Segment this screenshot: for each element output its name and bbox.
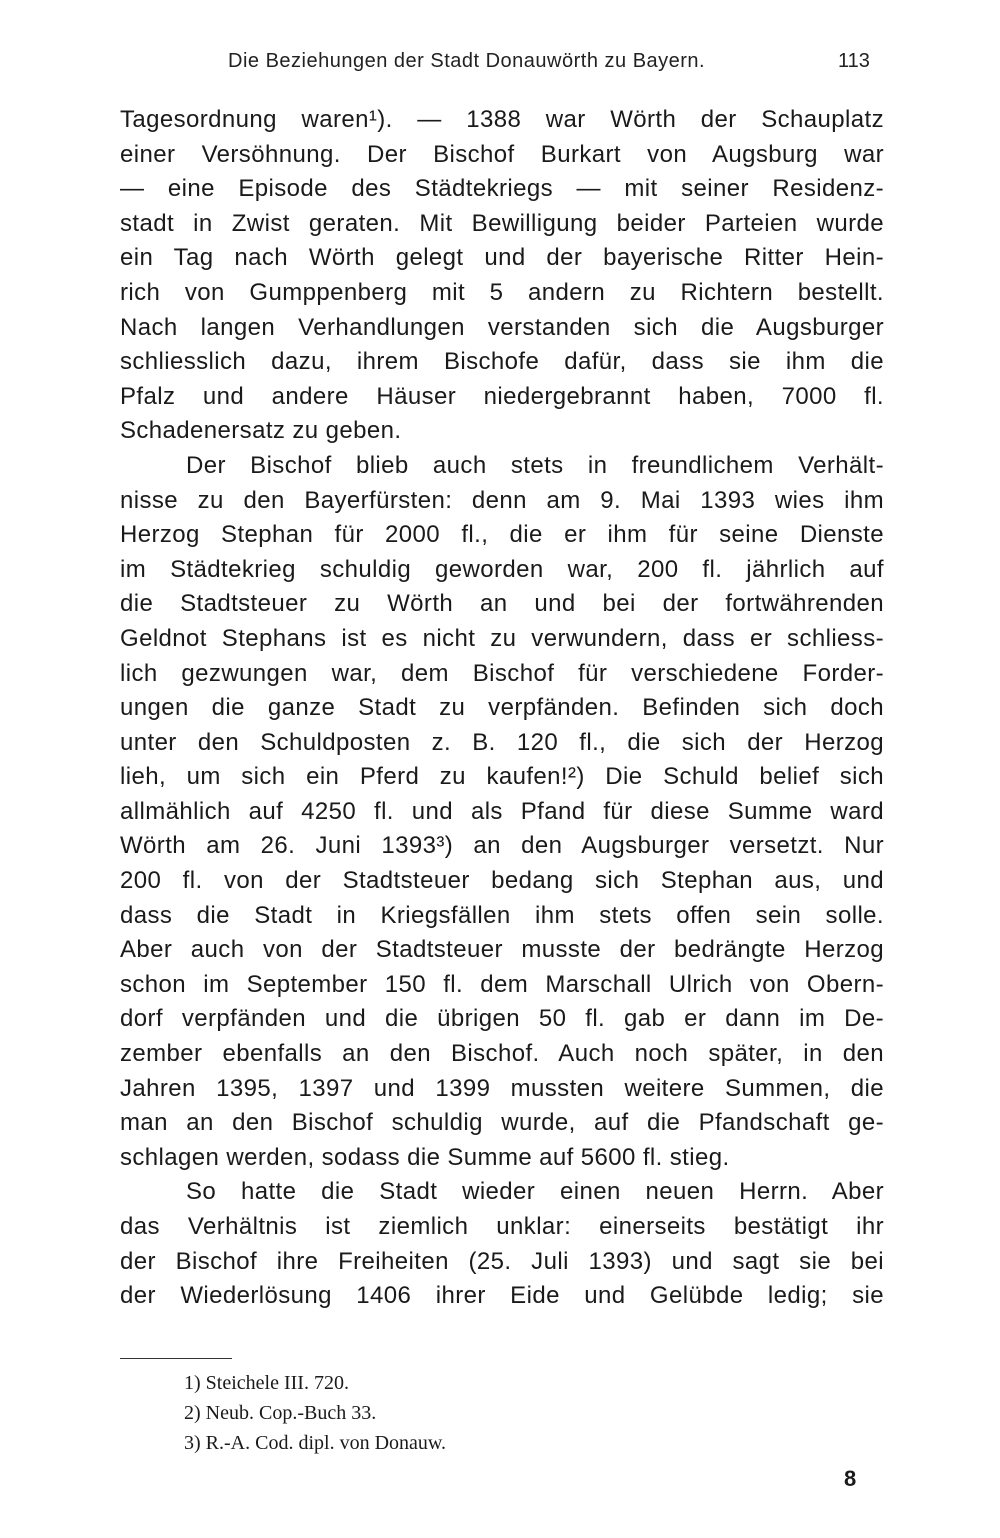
text-line: Der Bischof blieb auch stets in freundlichem Verhält- (186, 451, 884, 479)
text-line: Tagesordnung waren¹). — 1388 war Wörth der Schauplatz (120, 106, 884, 133)
text-line: lieh, um sich ein Pferd zu kaufen!²) Die Schuld belief sich (120, 763, 884, 791)
page-number: 113 (838, 50, 870, 72)
text-line: Geldnot Stephans ist es nicht zu verwundern, dass er schliess- (120, 624, 884, 652)
text-line: stadt in Zwist geraten. Mit Bewilligung beider Parteien wurde (120, 209, 884, 237)
text-line: dass die Stadt in Kriegsfällen ihm stets offen sein solle. (120, 901, 884, 929)
running-title: Die Beziehungen der Stadt Donauwörth zu Bayern. (228, 50, 706, 72)
text-line: der Wiederlösung 1406 ihrer Eide und Gelübde ledig; sie (120, 1282, 884, 1310)
footnotes (184, 1368, 684, 1458)
text-line: Aber auch von der Stadtsteuer musste der bedrängte Herzog (120, 936, 884, 964)
footnote-marker: 1) (184, 1372, 201, 1394)
footnote-marker: 2) (184, 1402, 201, 1424)
text-line: im Städtekrieg schuldig geworden war, 200 fl. jährlich auf (120, 555, 884, 583)
text-line: schliesslich dazu, ihrem Bischofe dafür, dass sie ihm die (120, 348, 884, 376)
footnote-text: Steichele III. 720. (205, 1372, 349, 1394)
footnote (184, 1398, 684, 1428)
text-line: Schadenersatz zu geben. (120, 417, 402, 445)
text-line: unter den Schuldposten z. B. 120 fl., die sich der Herzog (120, 728, 884, 756)
text-line: ungen die ganze Stadt zu verpfänden. Befinden sich doch (120, 694, 884, 722)
text-line: — eine Episode des Städtekriegs — mit seiner Residenz- (120, 175, 884, 203)
text-line: einer Versöhnung. Der Bischof Burkart von Augsburg war (120, 140, 884, 168)
text-line: Wörth am 26. Juni 1393³) an den Augsburger versetzt. Nur (120, 832, 884, 860)
text-line: 200 fl. von der Stadtsteuer bedang sich Stephan aus, und (120, 867, 884, 895)
body-text (120, 103, 884, 1314)
signature-mark: 8 (844, 1466, 857, 1491)
text-line: man an den Bischof schuldig wurde, auf die Pfandschaft ge- (120, 1109, 884, 1137)
text-line: Jahren 1395, 1397 und 1399 mussten weitere Summen, die (120, 1074, 884, 1102)
text-line: ein Tag nach Wörth gelegt und der bayerische Ritter Hein- (120, 244, 884, 272)
footnote (184, 1368, 684, 1398)
text-line: rich von Gumppenberg mit 5 andern zu Richtern bestellt. (120, 278, 884, 306)
footnote-divider (120, 1358, 232, 1359)
text-line: zember ebenfalls an den Bischof. Auch noch später, in den (120, 1040, 884, 1068)
text-line: das Verhältnis ist ziemlich unklar: einerseits bestätigt ihr (120, 1213, 884, 1240)
text-line: schlagen werden, sodass die Summe auf 5600 fl. stieg. (120, 1143, 730, 1171)
footnote-text: Neub. Cop.-Buch 33. (205, 1402, 377, 1424)
text-line: So hatte die Stadt wieder einen neuen Herrn. Aber (186, 1178, 884, 1206)
text-line: der Bischof ihre Freiheiten (25. Juli 1393) und sagt sie bei (120, 1247, 884, 1275)
footnote-marker: 3) (184, 1432, 201, 1454)
text-line: lich gezwungen war, dem Bischof für verschiedene Forder- (120, 659, 884, 687)
text-line: schon im September 150 fl. dem Marschall Ulrich von Obern- (120, 970, 884, 998)
text-line: dorf verpfänden und die übrigen 50 fl. gab er dann im De- (120, 1005, 884, 1033)
text-line: Herzog Stephan für 2000 fl., die er ihm für seine Dienste (120, 521, 884, 549)
text-line: Nach langen Verhandlungen verstanden sich die Augsburger (120, 313, 884, 341)
footnote-text: R.-A. Cod. dipl. von Donauw. (205, 1432, 447, 1454)
footnote (184, 1428, 684, 1458)
text-line: Pfalz und andere Häuser niedergebrannt haben, 7000 fl. (120, 382, 884, 410)
text-line: die Stadtsteuer zu Wörth an und bei der fortwährenden (120, 590, 884, 618)
text-line: allmählich auf 4250 fl. und als Pfand für diese Summe ward (120, 797, 884, 825)
text-line: nisse zu den Bayerfürsten: denn am 9. Mai 1393 wies ihm (120, 486, 884, 514)
